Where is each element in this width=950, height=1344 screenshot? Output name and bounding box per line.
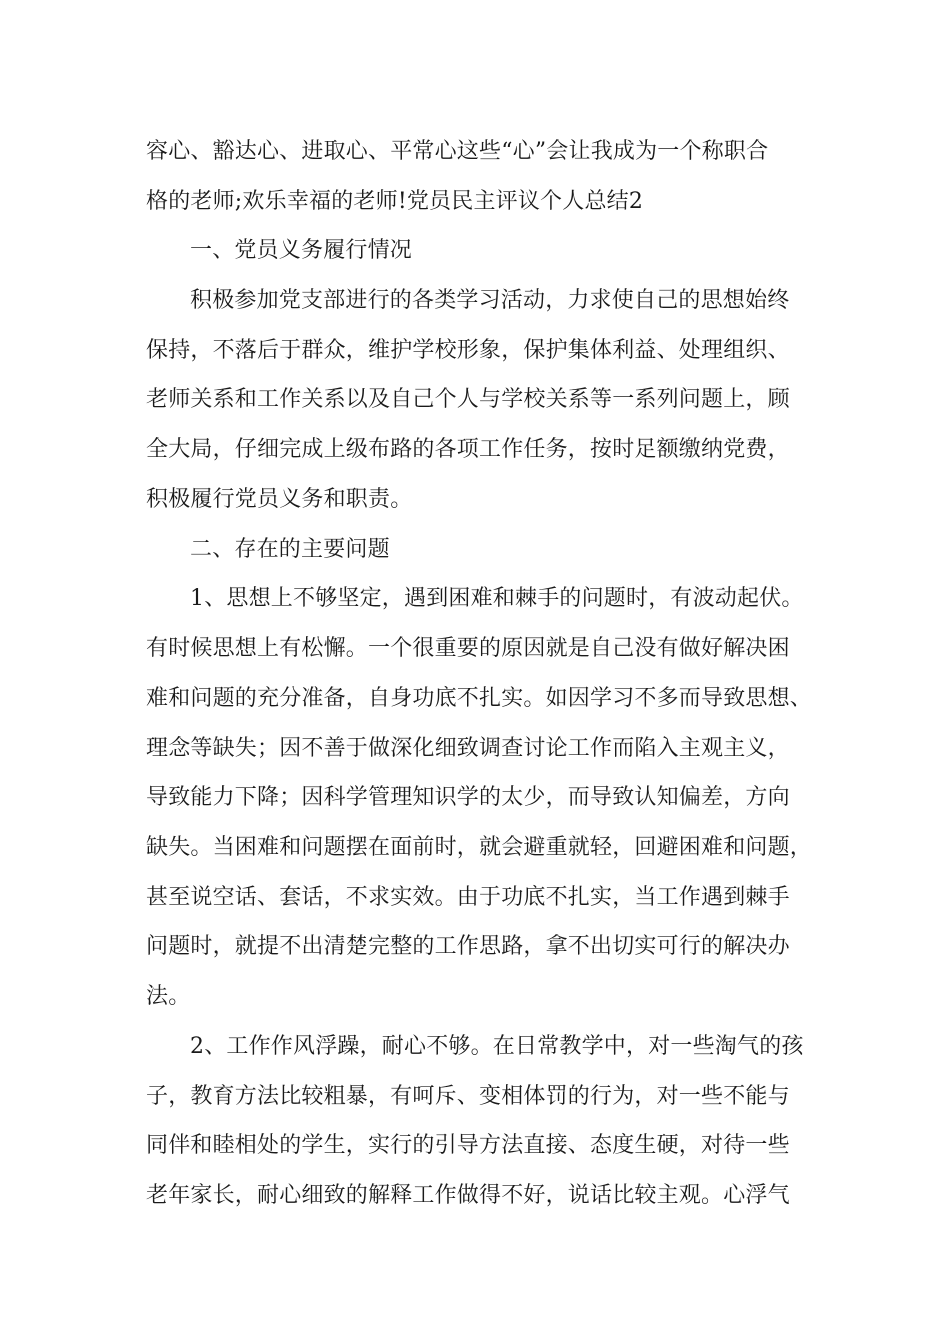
text-line: 同伴和睦相处的学生，实行的引导方法直接、态度生硬，对待一些	[146, 1133, 790, 1158]
text-line: 积极参加党支部进行的各类学习活动，力求使自己的思想始终	[190, 288, 790, 313]
text-line: 1、思想上不够坚定，遇到困难和棘手的问题时，有波动起伏。	[190, 586, 804, 611]
text-line: 缺失。当困难和问题摆在面前时，就会避重就轻，回避困难和问题，	[146, 835, 813, 860]
text-line: 甚至说空话、套话，不求实效。由于功底不扎实，当工作遇到棘手	[146, 885, 790, 910]
text-line: 老年家长，耐心细致的解释工作做得不好，说话比较主观。心浮气	[146, 1183, 790, 1208]
section-heading: 一、党员义务履行情况	[190, 238, 413, 263]
text-line: 老师关系和工作关系以及自己个人与学校关系等一系列问题上，顾	[146, 387, 790, 412]
text-line: 法。	[146, 984, 191, 1009]
text-line: 容心、豁达心、进取心、平常心这些“心”会让我成为一个称职合	[146, 139, 769, 164]
text-line: 2、工作作风浮躁，耐心不够。在日常教学中，对一些淘气的孩	[190, 1034, 804, 1059]
text-line: 难和问题的充分准备，自身功底不扎实。如因学习不多而导致思想、	[146, 686, 813, 711]
text-line: 有时候思想上有松懈。一个很重要的原因就是自己没有做好解决困	[146, 636, 790, 661]
text-line: 格的老师;欢乐幸福的老师!党员民主评议个人总结2	[146, 189, 644, 214]
text-line: 理念等缺失；因不善于做深化细致调查讨论工作而陷入主观主义，	[146, 736, 790, 761]
text-line: 全大局，仔细完成上级布路的各项工作任务，按时足额缴纳党费，	[146, 437, 790, 462]
section-heading: 二、存在的主要问题	[190, 537, 390, 562]
text-line: 积极履行党员义务和职责。	[146, 487, 413, 512]
text-line: 子，教育方法比较粗暴，有呵斥、变相体罚的行为，对一些不能与	[146, 1084, 790, 1109]
text-line: 导致能力下降；因科学管理知识学的太少，而导致认知偏差，方向	[146, 785, 790, 810]
text-line: 保持，不落后于群众，维护学校形象，保护集体利益、处理组织、	[146, 338, 790, 363]
text-line: 问题时，就提不出清楚完整的工作思路，拿不出切实可行的解决办	[146, 934, 790, 959]
